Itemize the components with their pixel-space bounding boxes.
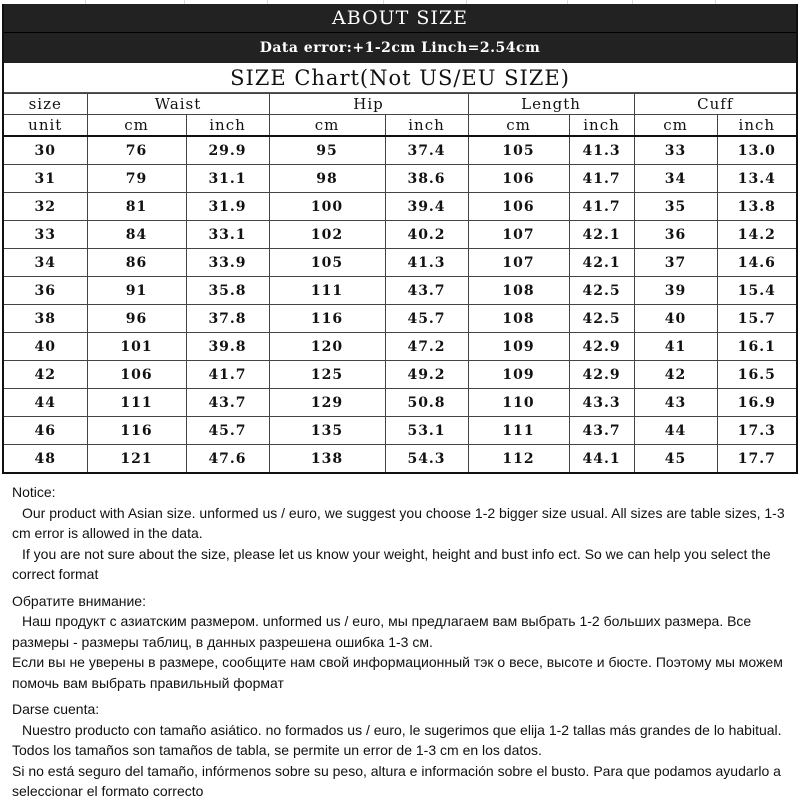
table-cell: 129 [269, 389, 385, 417]
size-table-body [4, 136, 796, 473]
table-cell: 106 [87, 361, 186, 389]
unit-inch: inch [717, 115, 796, 137]
table-cell: 109 [468, 333, 569, 361]
table-cell: 43 [634, 389, 717, 417]
table-cell: 15.4 [717, 277, 796, 305]
table-cell: 17.7 [717, 445, 796, 474]
unit-inch: inch [385, 115, 468, 137]
table-cell: 108 [468, 277, 569, 305]
table-cell: 45.7 [186, 417, 269, 445]
table-cell: 40.2 [385, 221, 468, 249]
table-cell: 108 [468, 305, 569, 333]
table-cell: 49.2 [385, 361, 468, 389]
table-cell: 43.7 [569, 417, 634, 445]
table-cell: 112 [468, 445, 569, 474]
table-cell: 96 [87, 305, 186, 333]
table-cell: 31 [4, 165, 87, 193]
table-cell: 36 [634, 221, 717, 249]
table-cell: 42.1 [569, 249, 634, 277]
table-cell: 35.8 [186, 277, 269, 305]
table-cell: 44 [634, 417, 717, 445]
header-hip: Hip [269, 94, 468, 115]
table-cell: 102 [269, 221, 385, 249]
data-error-note: Data error:+1-2cm Linch=2.54cm [4, 33, 796, 63]
table-cell: 76 [87, 136, 186, 165]
table-cell: 120 [269, 333, 385, 361]
table-row [4, 389, 796, 417]
table-cell: 31.9 [186, 193, 269, 221]
table-cell: 98 [269, 165, 385, 193]
notice-paragraph: Nuestro producto con tamaño asiático. no formados us / euro, le sugerimos que elija 1-2 tallas más grandes de lo habitual. Todos los tamaños son tamaños de tabla, se permite un error de 1-3 cm en los datos. [12, 721, 782, 758]
notices [12, 482, 798, 808]
table-cell: 35 [634, 193, 717, 221]
table-cell: 16.9 [717, 389, 796, 417]
table-cell: 105 [468, 136, 569, 165]
table-row [4, 136, 796, 165]
header-cuff: Cuff [634, 94, 796, 115]
table-cell: 38 [4, 305, 87, 333]
size-table [4, 93, 796, 474]
notice-english [12, 482, 798, 585]
table-cell: 46 [4, 417, 87, 445]
table-cell: 40 [634, 305, 717, 333]
table-cell: 43.3 [569, 389, 634, 417]
table-cell: 81 [87, 193, 186, 221]
table-row [4, 277, 796, 305]
table-cell: 41.3 [385, 249, 468, 277]
notice-paragraph: Если вы не уверены в размере, сообщите нам свой информационный тэк о весе, высоте и бюсте. Поэтому мы можем помочь вам выбрать правильный формат [12, 654, 783, 691]
unit-inch: inch [186, 115, 269, 137]
table-cell: 110 [468, 389, 569, 417]
table-row [4, 445, 796, 474]
unit-inch: inch [569, 115, 634, 137]
table-cell: 50.8 [385, 389, 468, 417]
table-row [4, 193, 796, 221]
table-cell: 41.7 [186, 361, 269, 389]
table-cell: 38.6 [385, 165, 468, 193]
table-cell: 34 [634, 165, 717, 193]
table-cell: 33.9 [186, 249, 269, 277]
table-cell: 125 [269, 361, 385, 389]
table-row [4, 221, 796, 249]
table-cell: 111 [87, 389, 186, 417]
table-cell: 86 [87, 249, 186, 277]
table-cell: 34 [4, 249, 87, 277]
table-cell: 47.6 [186, 445, 269, 474]
table-cell: 37.8 [186, 305, 269, 333]
header-size: size [4, 94, 87, 115]
notice-heading: Notice: [12, 484, 56, 500]
table-cell: 111 [468, 417, 569, 445]
table-cell: 54.3 [385, 445, 468, 474]
table-cell: 13.8 [717, 193, 796, 221]
notice-paragraph: Наш продукт с азиатским размером. unformed us / euro, мы предлагаем вам выбрать 1-2 больших размера. Все размеры - размеры таблиц, в данных разрешена ошибка 1-3 см. [12, 613, 752, 650]
table-cell: 42.5 [569, 277, 634, 305]
table-cell: 17.3 [717, 417, 796, 445]
table-cell: 36 [4, 277, 87, 305]
notice-heading: Darse cuenta: [12, 701, 100, 717]
table-row [4, 249, 796, 277]
table-cell: 42.9 [569, 333, 634, 361]
table-cell: 44.1 [569, 445, 634, 474]
size-chart-title: SIZE Chart(Not US/EU SIZE) [4, 63, 796, 93]
table-cell: 33.1 [186, 221, 269, 249]
table-row [4, 361, 796, 389]
table-cell: 33 [634, 136, 717, 165]
table-cell: 45 [634, 445, 717, 474]
table-cell: 111 [269, 277, 385, 305]
table-row [4, 305, 796, 333]
table-cell: 101 [87, 333, 186, 361]
notice-paragraph: Our product with Asian size. unformed us / euro, we suggest you choose 1-2 bigger size usual. All sizes are table sizes, 1-3 cm error is allowed in the data. [12, 504, 785, 541]
table-cell: 16.5 [717, 361, 796, 389]
table-cell: 121 [87, 445, 186, 474]
table-cell: 45.7 [385, 305, 468, 333]
table-cell: 43.7 [385, 277, 468, 305]
table-cell: 107 [468, 249, 569, 277]
about-size-title: ABOUT SIZE [4, 4, 796, 33]
notice-russian [12, 591, 798, 694]
table-cell: 116 [269, 305, 385, 333]
table-row [4, 333, 796, 361]
table-cell: 53.1 [385, 417, 468, 445]
table-cell: 14.6 [717, 249, 796, 277]
table-cell: 39 [634, 277, 717, 305]
table-cell: 31.1 [186, 165, 269, 193]
notice-spanish [12, 699, 798, 802]
table-cell: 40 [4, 333, 87, 361]
table-cell: 42 [634, 361, 717, 389]
notice-paragraph: Si no está seguro del tamaño, infórmenos sobre su peso, altura e información sobre el busto. Para que podamos ayudarlo a seleccionar el formato correcto [12, 762, 781, 799]
table-cell: 15.7 [717, 305, 796, 333]
table-cell: 48 [4, 445, 87, 474]
table-cell: 106 [468, 165, 569, 193]
notice-heading: Обратите внимание: [12, 592, 146, 609]
unit-cm: cm [269, 115, 385, 137]
table-cell: 91 [87, 277, 186, 305]
table-cell: 106 [468, 193, 569, 221]
table-cell: 43.7 [186, 389, 269, 417]
unit-cm: cm [468, 115, 569, 137]
table-cell: 42.9 [569, 361, 634, 389]
table-cell: 41.3 [569, 136, 634, 165]
table-cell: 138 [269, 445, 385, 474]
table-cell: 14.2 [717, 221, 796, 249]
unit-cm: cm [634, 115, 717, 137]
table-cell: 42.1 [569, 221, 634, 249]
table-cell: 37.4 [385, 136, 468, 165]
table-cell: 13.0 [717, 136, 796, 165]
table-cell: 79 [87, 165, 186, 193]
unit-label: unit [4, 115, 87, 137]
table-cell: 109 [468, 361, 569, 389]
table-cell: 107 [468, 221, 569, 249]
table-cell: 29.9 [186, 136, 269, 165]
table-cell: 116 [87, 417, 186, 445]
table-cell: 30 [4, 136, 87, 165]
table-cell: 100 [269, 193, 385, 221]
size-chart [2, 4, 798, 474]
table-cell: 41.7 [569, 193, 634, 221]
table-cell: 13.4 [717, 165, 796, 193]
table-cell: 39.4 [385, 193, 468, 221]
table-cell: 47.2 [385, 333, 468, 361]
table-cell: 84 [87, 221, 186, 249]
table-cell: 39.8 [186, 333, 269, 361]
table-cell: 41 [634, 333, 717, 361]
table-row [4, 165, 796, 193]
table-cell: 44 [4, 389, 87, 417]
unit-header-row [4, 115, 796, 137]
table-cell: 95 [269, 136, 385, 165]
unit-cm: cm [87, 115, 186, 137]
table-cell: 33 [4, 221, 87, 249]
table-cell: 135 [269, 417, 385, 445]
table-cell: 42 [4, 361, 87, 389]
group-header-row [4, 94, 796, 115]
table-cell: 32 [4, 193, 87, 221]
table-cell: 16.1 [717, 333, 796, 361]
table-row [4, 417, 796, 445]
header-waist: Waist [87, 94, 269, 115]
table-cell: 42.5 [569, 305, 634, 333]
header-length: Length [468, 94, 634, 115]
table-cell: 105 [269, 249, 385, 277]
table-cell: 41.7 [569, 165, 634, 193]
notice-paragraph: If you are not sure about the size, please let us know your weight, height and bust info ect. So we can help you select the correct format [12, 545, 771, 582]
table-cell: 37 [634, 249, 717, 277]
